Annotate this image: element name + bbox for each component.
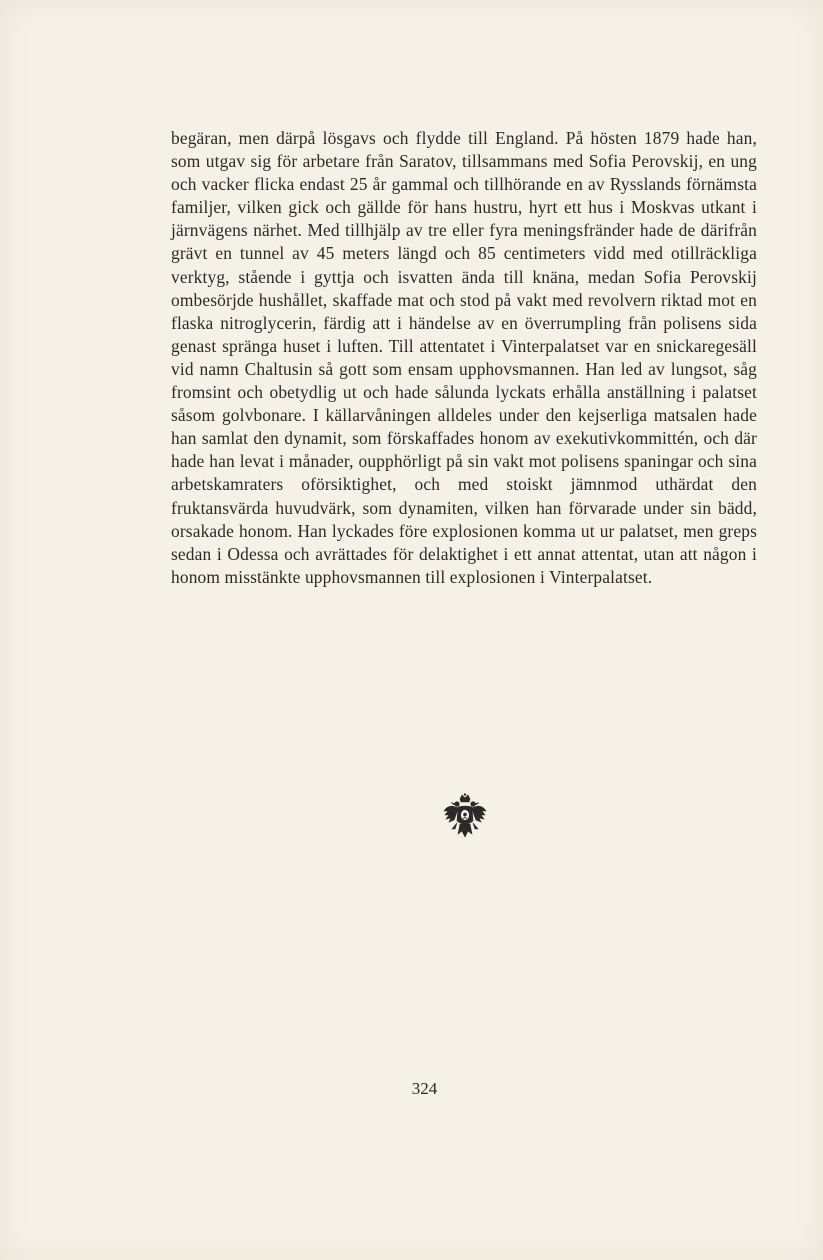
double-headed-eagle-icon — [442, 793, 488, 841]
body-paragraph: begäran, men därpå lösgavs och flydde till England. På hösten 1879 hade han, som utgav sig för arbetare från Saratov, tillsammans med Sofia Perovskij, en ung och vacker flicka endast 25 år gammal och tillhörande en av Rysslands förnämsta familjer, vilken gick och gällde för hans hustru, hyrt ett hus i Moskvas utkant i järnvägens närhet. Med tillhjälp av tre eller fyra meningsfränder hade de därifrån grävt en tunnel av 45 meters längd och 85 centimeters vidd med otillräckliga verktyg, stående i gyttja och isvatten ända till knäna, medan Sofia Perovskij ombesörjde hushållet, skaffade mat och stod på vakt med revolvern riktad mot en flaska nitroglycerin, färdig att i händelse av en överrumpling från polisens sida genast spränga huset i luften. Till attentatet i Vinterpalatset var en snickaregesäll vid namn Chaltusin så gott som ensam upphovsmannen. Han led av lungsot, såg fromsint och obetydlig ut och hade sålunda lyckats erhålla anställning i palatset såsom golvbonare. I källarvåningen alldeles under den kejserliga matsalen hade han samlat den dynamit, som förskaffades honom av exekutivkommittén, och där hade han levat i månader, oupphörligt på sin vakt mot polisens spaningar och sina arbetskamraters oförsiktighet, och med stoiskt jämnmod uthärdat den fruktansvärda huvudvärk, som dynamiten, vilken han förvarade under sin bädd, orsakade honom. Han lyckades före explosionen komma ut ur palatset, men greps sedan i Odessa och avrättades för delaktighet i ett annat attentat, utan att någon i honom misstänkte upphovsmannen till explosionen i Vinterpalatset. — [171, 128, 757, 587]
page-number: 324 — [411, 1079, 438, 1098]
